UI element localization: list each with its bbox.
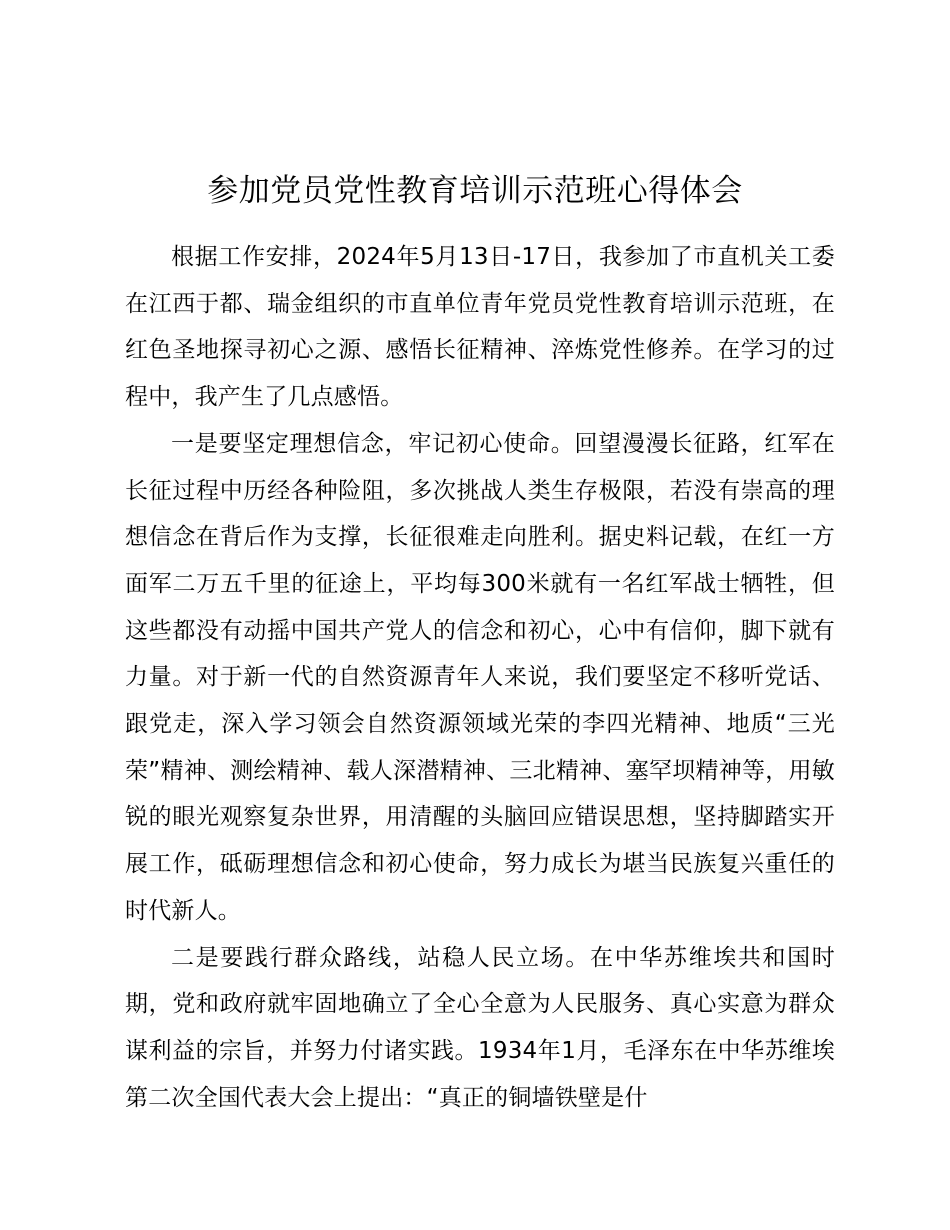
paragraph-point-two: 二是要践行群众路线，站稳人民立场。在中华苏维埃共和国时期，党和政府就牢固地确立了全心全意为人民服务、真心实意为群众谋利益的宗旨，并努力付诸实践。1934年1月，毛泽东在中华苏维埃第二次全国代表大会上提出：“真正的铜墙铁壁是什 [125, 944, 835, 1111]
paragraph-point-one: 一是要坚定理想信念，牢记初心使命。回望漫漫长征路，红军在长征过程中历经各种险阻，多次挑战人类生存极限，若没有崇高的理想信念在背后作为支撑，长征很难走向胜利。据史料记载，在红一方面军二万五千里的征途上，平均每300米就有一名红军战士牺牲，但这些都没有动摇中国共产党人的信念和初心，心中有信仰，脚下就有力量。对于新一代的自然资源青年人来说，我们要坚定不移听党话、跟党走，深入学习领会自然资源领域光荣的李四光精神、地质“三光荣”精神、测绘精神、载人深潜精神、三北精神、塞罕坝精神等，用敏锐的眼光观察复杂世界，用清醒的头脑回应错误思想，坚持脚踏实开展工作，砥砺理想信念和初心使命，努力成长为堪当民族复兴重任的时代新人。 [125, 430, 835, 924]
paragraph-intro: 根据工作安排，2024年5月13日-17日，我参加了市直机关工委在江西于都、瑞金组织的市直单位青年党员党性教育培训示范班，在红色圣地探寻初心之源、感悟长征精神、淬炼党性修养。在学习的过程中，我产生了几点感悟。 [125, 244, 835, 411]
document-title: 参加党员党性教育培训示范班心得体会 [207, 173, 743, 209]
document-body [125, 234, 835, 1121]
